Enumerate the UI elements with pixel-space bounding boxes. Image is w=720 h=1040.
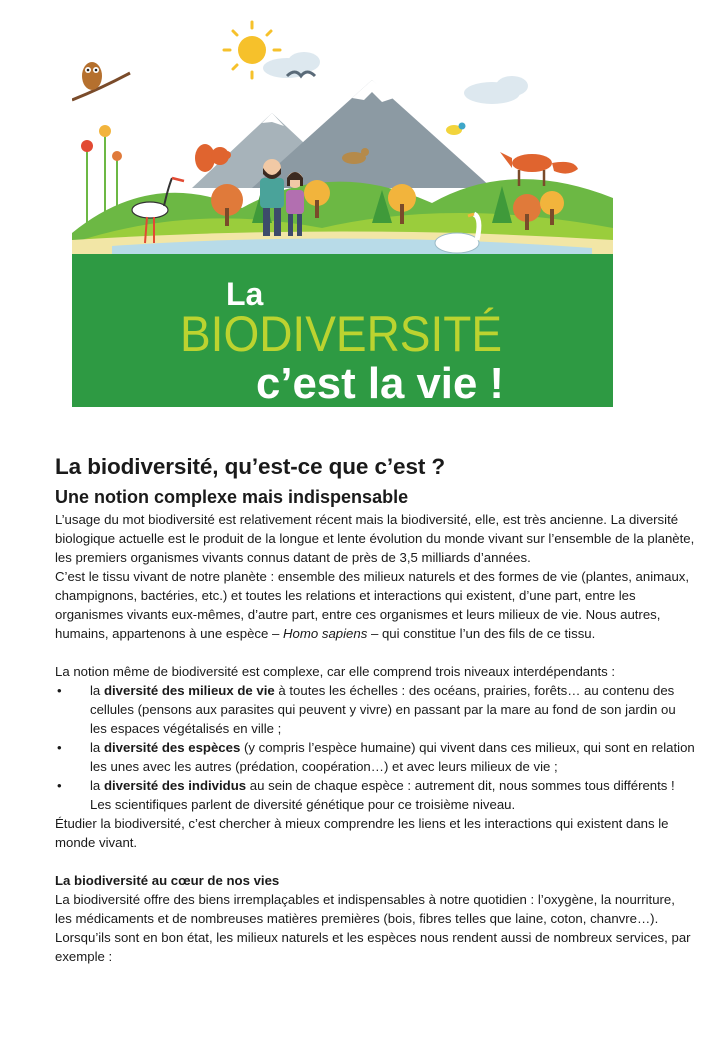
biodiversity-landscape-illustration (72, 18, 613, 407)
list-item-term: diversité des espèces (103, 740, 241, 755)
intro-paragraph: L’usage du mot biodiversité est relativement récent mais la biodiversité, elle, est très ancienne. La diversité biologique actuelle est le produit de la longue et lente évolution du monde vivant sur l’ensemble de la planète, les premiers organismes vivants connus datant de près de 3,5 milliards d’années. (55, 512, 695, 565)
section-paragraph-2: Lorsqu’ils sont en bon état, les milieux naturels et les espèces nous rendent aussi de nombreux services, par exemple : (55, 930, 691, 964)
list-item-term: diversité des individus (103, 778, 247, 793)
parrot-icon (446, 123, 466, 136)
section-heading: La biodiversité au cœur de nos vies (55, 873, 280, 888)
species-name: Homo sapiens (283, 626, 368, 641)
hero-illustration (72, 18, 613, 407)
document-body (55, 452, 695, 966)
list-item-prefix: la (90, 778, 104, 793)
list-item-text: au sein de chaque espèce : autrement dit, nous sommes tous différents ! Les scientifiques parlent de diversité génétique pour ce troisième niveau. (90, 778, 675, 812)
tissue-text-start: C’est le tissu vivant de notre planète : ensemble des milieux naturels et des formes de vie (plantes, animaux, champignons, bactéries, etc.) et toutes les relations et interactions qui existent, d’une part, entre les organismes vivants eux-mêmes, d’autre part, entre ces organismes et leurs milieux de vie. Nous autres, humains, appartenons à une espèce – (55, 569, 690, 641)
list-item (55, 681, 695, 738)
spacer (55, 852, 695, 871)
bullet: • (57, 778, 62, 793)
tissue-paragraph (55, 567, 695, 643)
cloud-icon (263, 52, 528, 104)
list-item-text: (y compris l’espèce humaine) qui vivent dans ces milieux, qui sont en relation les unes avec les autres (prédation, coopération…) et avec leurs milieux de vie ; (90, 740, 695, 774)
section-paragraph-1: La biodiversité offre des biens irremplaçables et indispensables à notre quotidien : l’oxygène, la nourriture, les médicaments et de nombreuses matières premières (bois, fibres telles que laine, coton, chanvre…). (55, 892, 675, 926)
list-item (55, 776, 695, 814)
list-item-prefix: la (90, 683, 104, 698)
mountains (192, 80, 492, 188)
bullet: • (57, 683, 62, 698)
page-title: La biodiversité, qu’est-ce que c’est ? (55, 454, 446, 479)
levels-intro: La notion même de biodiversité est complexe, car elle comprend trois niveaux interdépendants : (55, 664, 616, 679)
bullet: • (57, 740, 62, 755)
banner-line-3: c’est la vie ! (256, 359, 504, 407)
spacer (55, 643, 695, 662)
banner-line-1: La (226, 276, 264, 312)
list-item-prefix: la (90, 740, 104, 755)
list-item (55, 738, 695, 776)
owl-icon (72, 62, 130, 100)
levels-list (55, 681, 695, 814)
list-item-text: à toutes les échelles : des océans, prairies, forêts… au contenu des cellules (pensons aux parasites qui peuvent y vivre) en passant par la mare au fond de son jardin ou les espaces végétalisés en ville ; (90, 683, 676, 736)
page-subtitle: Une notion complexe mais indispensable (55, 487, 409, 507)
tissue-text-end: – qui constitue l’un des fils de ce tissu. (367, 626, 596, 641)
list-item-term: diversité des milieux de vie (103, 683, 275, 698)
study-paragraph: Étudier la biodiversité, c’est chercher à mieux comprendre les liens et les interactions qui existent dans le monde vivant. (55, 816, 669, 850)
banner-line-2: BIODIVERSITÉ (180, 306, 502, 362)
